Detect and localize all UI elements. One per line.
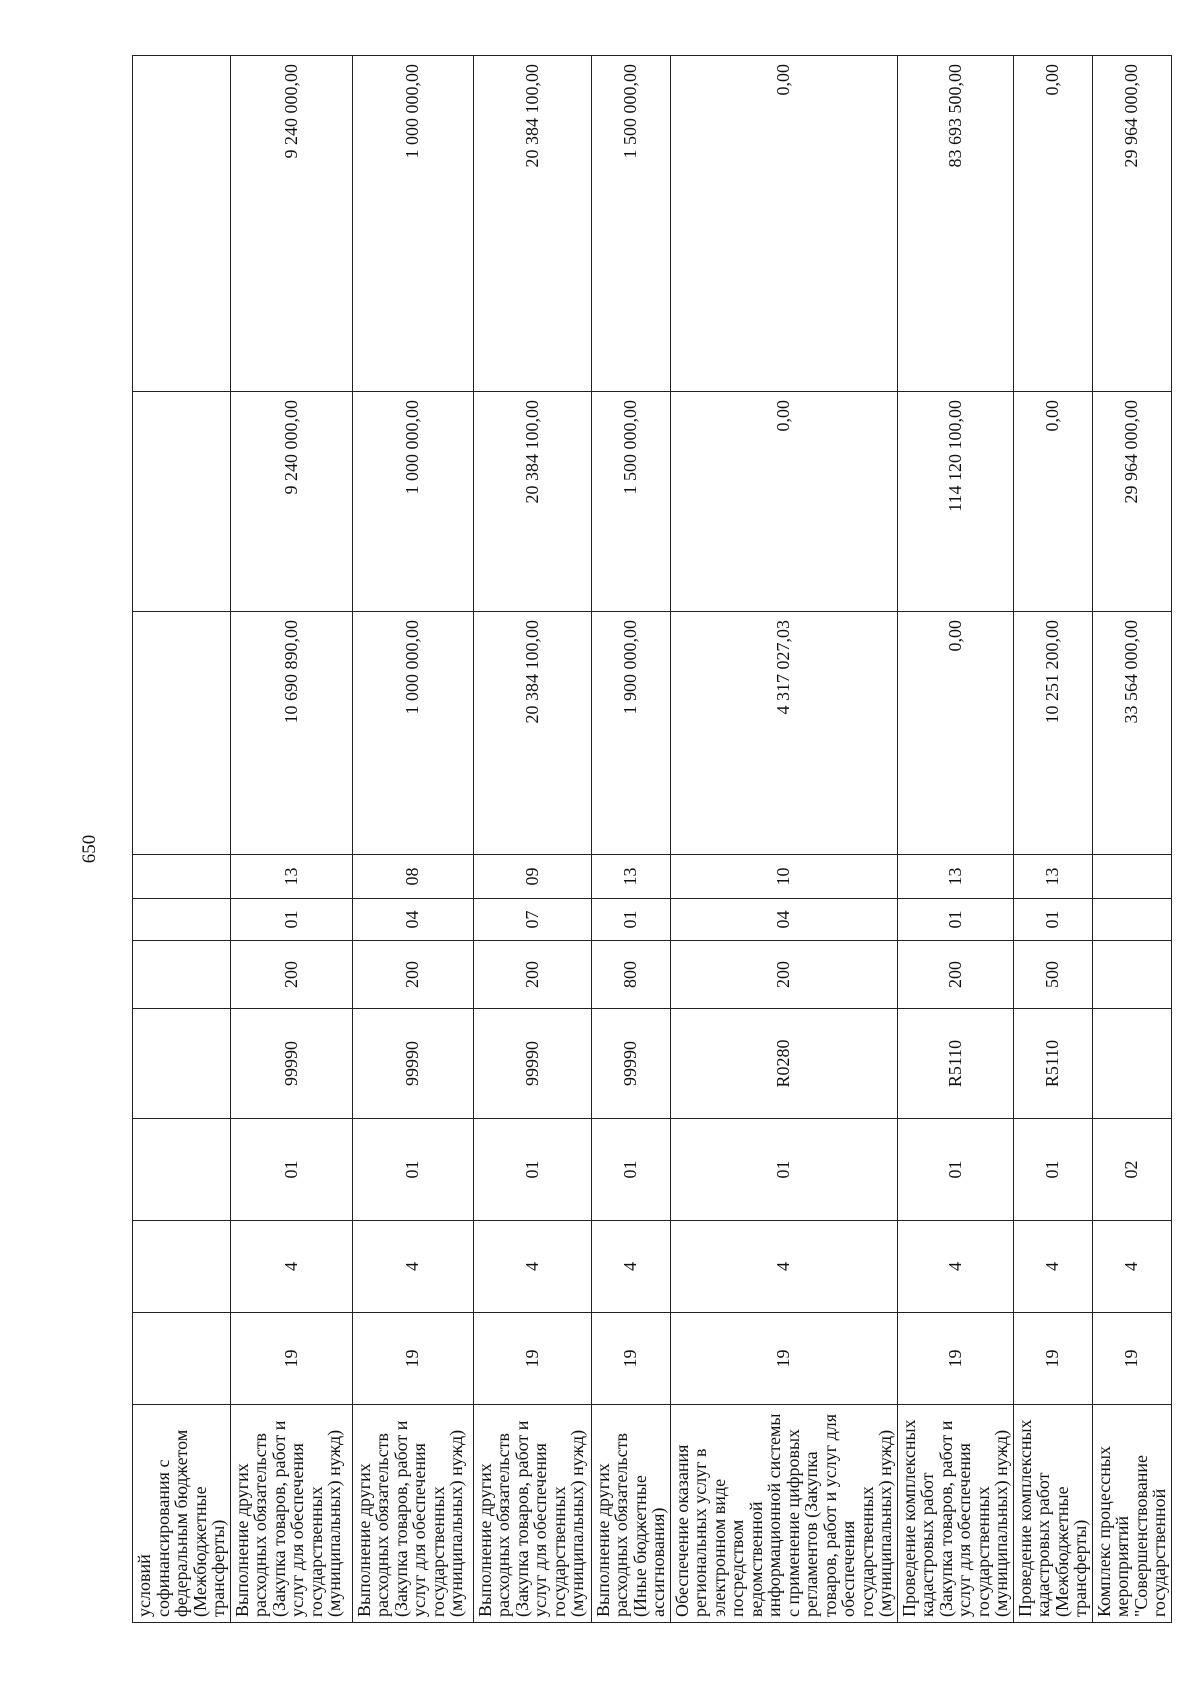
amount-year-2 [133, 392, 231, 612]
table-row [473, 56, 591, 1623]
amount-year-2: 29 964 000,00 [1092, 392, 1171, 612]
code-program-type [133, 1221, 231, 1313]
code-section: 01 [591, 899, 670, 941]
code-expense-type: 200 [897, 941, 1013, 1009]
code-ministry: 19 [473, 1313, 591, 1405]
code-expense-type: 200 [670, 941, 897, 1009]
row-description: Выполнение других расходных обязательств (Закупка товаров, работ и услуг для обеспечения государственных (муниципальных) нужд) [473, 1405, 591, 1623]
code-section [133, 899, 231, 941]
code-subprogram: 01 [670, 1119, 897, 1221]
code-program-type: 4 [473, 1221, 591, 1313]
row-description: Проведение комплексных кадастровых работ (Закупка товаров, работ и услуг для обеспечения государственных (муниципальных) нужд) [897, 1405, 1013, 1623]
code-section [1092, 899, 1171, 941]
code-program-type: 4 [897, 1221, 1013, 1313]
amount-year-3: 1 000 000,00 [352, 56, 473, 392]
amount-year-1: 0,00 [897, 612, 1013, 855]
code-section: 01 [230, 899, 352, 941]
code-ministry: 19 [352, 1313, 473, 1405]
code-program-type: 4 [1013, 1221, 1092, 1313]
code-subsection: 13 [230, 855, 352, 899]
amount-year-2: 9 240 000,00 [230, 392, 352, 612]
code-subsection [133, 855, 231, 899]
code-subsection: 13 [897, 855, 1013, 899]
amount-year-3: 83 693 500,00 [897, 56, 1013, 392]
table-row [1092, 56, 1171, 1623]
table-row [133, 56, 231, 1623]
code-subprogram [133, 1119, 231, 1221]
code-section: 07 [473, 899, 591, 941]
code-program-type: 4 [1092, 1221, 1171, 1313]
code-subsection: 13 [591, 855, 670, 899]
amount-year-2: 0,00 [1013, 392, 1092, 612]
code-subprogram: 02 [1092, 1119, 1171, 1221]
code-expense-type: 800 [591, 941, 670, 1009]
table-row [591, 56, 670, 1623]
code-direction: R5110 [1013, 1009, 1092, 1119]
code-program-type: 4 [670, 1221, 897, 1313]
amount-year-3: 20 384 100,00 [473, 56, 591, 392]
code-section: 04 [352, 899, 473, 941]
amount-year-3: 9 240 000,00 [230, 56, 352, 392]
page-number: 650 [79, 834, 100, 864]
code-subsection: 10 [670, 855, 897, 899]
amount-year-1 [133, 612, 231, 855]
code-section: 04 [670, 899, 897, 941]
code-ministry [133, 1313, 231, 1405]
amount-year-2: 0,00 [670, 392, 897, 612]
code-expense-type [1092, 941, 1171, 1009]
code-subprogram: 01 [897, 1119, 1013, 1221]
code-ministry: 19 [670, 1313, 897, 1405]
code-section: 01 [1013, 899, 1092, 941]
row-description: условий софинансирования с федеральным бюджетом (Межбюджетные трансферты) [133, 1405, 231, 1623]
table-row [1013, 56, 1092, 1623]
table-row [352, 56, 473, 1623]
amount-year-1: 1 900 000,00 [591, 612, 670, 855]
code-program-type: 4 [591, 1221, 670, 1313]
amount-year-2: 1 000 000,00 [352, 392, 473, 612]
code-program-type: 4 [352, 1221, 473, 1313]
amount-year-1: 10 251 200,00 [1013, 612, 1092, 855]
code-subprogram: 01 [591, 1119, 670, 1221]
amount-year-3: 0,00 [670, 56, 897, 392]
row-description: Проведение комплексных кадастровых работ (Межбюджетные трансферты) [1013, 1405, 1092, 1623]
amount-year-1: 1 000 000,00 [352, 612, 473, 855]
code-expense-type: 200 [473, 941, 591, 1009]
row-description: Комплекс процессных мероприятий "Совершенствование государственной [1092, 1405, 1171, 1623]
row-description: Выполнение других расходных обязательств (Иные бюджетные ассигнования) [591, 1405, 670, 1623]
amount-year-1: 10 690 890,00 [230, 612, 352, 855]
amount-year-1: 20 384 100,00 [473, 612, 591, 855]
code-direction: 99990 [591, 1009, 670, 1119]
code-direction: R0280 [670, 1009, 897, 1119]
code-subsection: 09 [473, 855, 591, 899]
amount-year-2: 1 500 000,00 [591, 392, 670, 612]
code-subsection: 13 [1013, 855, 1092, 899]
code-direction: 99990 [352, 1009, 473, 1119]
amount-year-1: 4 317 027,03 [670, 612, 897, 855]
code-expense-type: 200 [352, 941, 473, 1009]
code-direction: 99990 [473, 1009, 591, 1119]
code-subprogram: 01 [473, 1119, 591, 1221]
amount-year-3: 1 500 000,00 [591, 56, 670, 392]
code-direction: R5110 [897, 1009, 1013, 1119]
code-subprogram: 01 [352, 1119, 473, 1221]
code-subsection [1092, 855, 1171, 899]
table-row [897, 56, 1013, 1623]
code-section: 01 [897, 899, 1013, 941]
code-direction: 99990 [230, 1009, 352, 1119]
row-description: Обеспечение оказания региональных услуг в электронном виде посредством ведомственной информационной системы с применение цифровых регламентов (Закупка товаров, работ и услуг для обеспечения государственных (муниципальных) нужд) [670, 1405, 897, 1623]
amount-year-1: 33 564 000,00 [1092, 612, 1171, 855]
row-description: Выполнение других расходных обязательств (Закупка товаров, работ и услуг для обеспечения государственных (муниципальных) нужд) [352, 1405, 473, 1623]
code-direction [1092, 1009, 1171, 1119]
code-ministry: 19 [591, 1313, 670, 1405]
code-subprogram: 01 [230, 1119, 352, 1221]
code-direction [133, 1009, 231, 1119]
amount-year-3 [133, 56, 231, 392]
amount-year-3: 0,00 [1013, 56, 1092, 392]
code-ministry: 19 [1092, 1313, 1171, 1405]
table-row [230, 56, 352, 1623]
amount-year-2: 114 120 100,00 [897, 392, 1013, 612]
code-program-type: 4 [230, 1221, 352, 1313]
code-ministry: 19 [1013, 1313, 1092, 1405]
code-subsection: 08 [352, 855, 473, 899]
budget-table [132, 55, 1172, 1623]
amount-year-3: 29 964 000,00 [1092, 56, 1171, 392]
code-ministry: 19 [897, 1313, 1013, 1405]
code-ministry: 19 [230, 1313, 352, 1405]
table-row [670, 56, 897, 1623]
code-expense-type: 500 [1013, 941, 1092, 1009]
budget-table-container [132, 56, 1169, 1623]
row-description: Выполнение других расходных обязательств (Закупка товаров, работ и услуг для обеспечения государственных (муниципальных) нужд) [230, 1405, 352, 1623]
code-expense-type: 200 [230, 941, 352, 1009]
amount-year-2: 20 384 100,00 [473, 392, 591, 612]
code-subprogram: 01 [1013, 1119, 1092, 1221]
code-expense-type [133, 941, 231, 1009]
